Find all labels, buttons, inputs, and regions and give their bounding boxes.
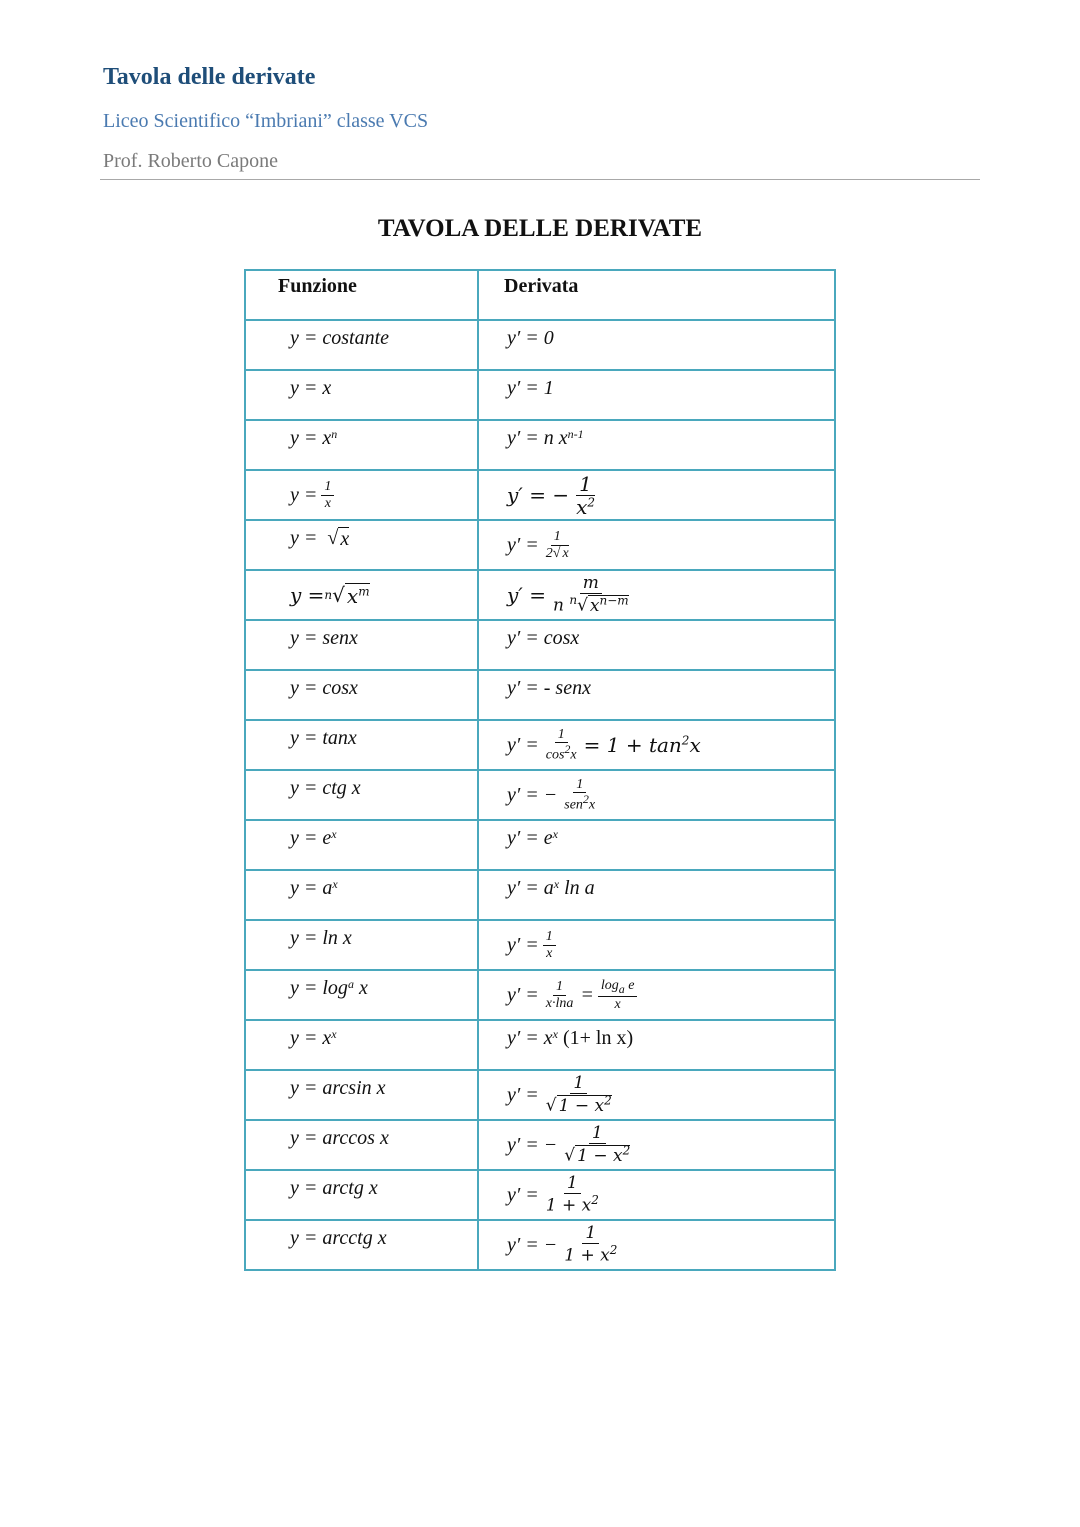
derivative-cell: y′ = $\frac{1}{x\cdot\ln a}$ = $\frac{\log_a e}{x}$ <box>479 971 834 1019</box>
table-row <box>245 1070 835 1120</box>
column-header-derivative: Derivata <box>504 275 579 297</box>
function-cell: y = costante <box>290 327 390 349</box>
table-row <box>245 420 835 470</box>
function-cell: y = $\frac{1}{x}$ <box>246 471 477 519</box>
function-cell: y = a x <box>290 877 338 899</box>
function-cell: y = senx <box>290 627 358 649</box>
derivative-cell: y′ = e x <box>507 827 558 849</box>
table-row <box>245 820 835 870</box>
function-cell: y = x n <box>290 427 338 449</box>
derivative-cell: y′ = 0 <box>507 327 554 349</box>
table-row <box>245 1220 835 1270</box>
derivative-cell: y′ = − $\frac{1}{sen^2x}$ <box>507 776 596 813</box>
table-row <box>245 520 835 570</box>
table-row <box>245 720 835 770</box>
table-row <box>245 570 835 620</box>
function-cell: y = √ x <box>290 527 350 550</box>
derivative-cell: y′ = − $\frac{1}{x^2}$ <box>507 471 595 519</box>
teacher-name: Prof. Roberto Capone <box>103 150 278 172</box>
table-row <box>245 770 835 820</box>
header-divider <box>100 179 980 180</box>
function-cell: y = log a x <box>290 977 368 999</box>
derivative-cell: y′ = − $\frac{1}{1 + x^2}$ <box>507 1223 618 1266</box>
table-row <box>245 1120 835 1170</box>
page-title: TAVOLA DELLE DERIVATE <box>377 215 703 242</box>
derivative-cell: y′ = a x ln a <box>507 877 595 899</box>
table-row <box>245 870 835 920</box>
derivative-cell: y′ = $\frac{1}{x}$ <box>479 921 834 969</box>
derivative-cell: y′ = $\frac{1}{1 + x^2}$ <box>507 1173 599 1216</box>
document-header-title: Tavola delle derivate <box>103 64 316 90</box>
derivative-cell: y′ = $\frac{1}{\cos^2x}$ = $1 + \tan^2x$ <box>507 726 701 763</box>
function-cell: y = x x <box>290 1027 337 1049</box>
table-row <box>245 970 835 1020</box>
derivative-cell: y′ = n x n-1 <box>507 427 584 449</box>
table-row <box>245 370 835 420</box>
function-cell: y = e x <box>290 827 337 849</box>
derivative-cell: y′ = cosx <box>507 627 580 649</box>
column-header-function: Funzione <box>278 275 357 297</box>
derivative-cell: y′ = $\frac{1}{2√ x}$ <box>507 529 569 561</box>
function-cell: y = ctg x <box>290 777 361 799</box>
table-row <box>245 470 835 520</box>
function-cell: y = ln x <box>290 927 352 949</box>
function-cell: y = x <box>290 377 332 399</box>
function-cell: y = arcctg x <box>290 1227 387 1249</box>
derivative-cell: y′ = $\frac{m}{n ^n√ x^{n-m}}$ <box>507 573 629 616</box>
derivatives-table <box>244 269 836 1271</box>
derivative-cell: y′ = − $\frac{1}{√ 1 - x^2}$ <box>507 1123 631 1166</box>
table-row <box>245 670 835 720</box>
derivative-cell: y′ = x x (1+ ln x) <box>507 1027 634 1049</box>
function-cell: y = arctg x <box>290 1177 378 1199</box>
table-header-row <box>245 270 835 320</box>
function-cell: y = cosx <box>290 677 358 699</box>
table-row <box>245 1170 835 1220</box>
table-row <box>245 1020 835 1070</box>
table-row <box>245 620 835 670</box>
table-row <box>245 320 835 370</box>
function-cell: y = n √ $x^m$ <box>290 583 370 608</box>
function-cell: y = arcsin x <box>290 1077 386 1099</box>
derivative-cell: y′ = - senx <box>507 677 591 699</box>
function-cell: y = tanx <box>290 727 357 749</box>
table-row <box>245 920 835 970</box>
derivative-cell: y′ = 1 <box>507 377 554 399</box>
derivative-cell: y′ = $\frac{1}{√ 1 - x^2}$ <box>507 1073 612 1116</box>
function-cell: y = arccos x <box>290 1127 389 1149</box>
school-subtitle: Liceo Scientifico “Imbriani” classe VCS <box>103 110 429 132</box>
